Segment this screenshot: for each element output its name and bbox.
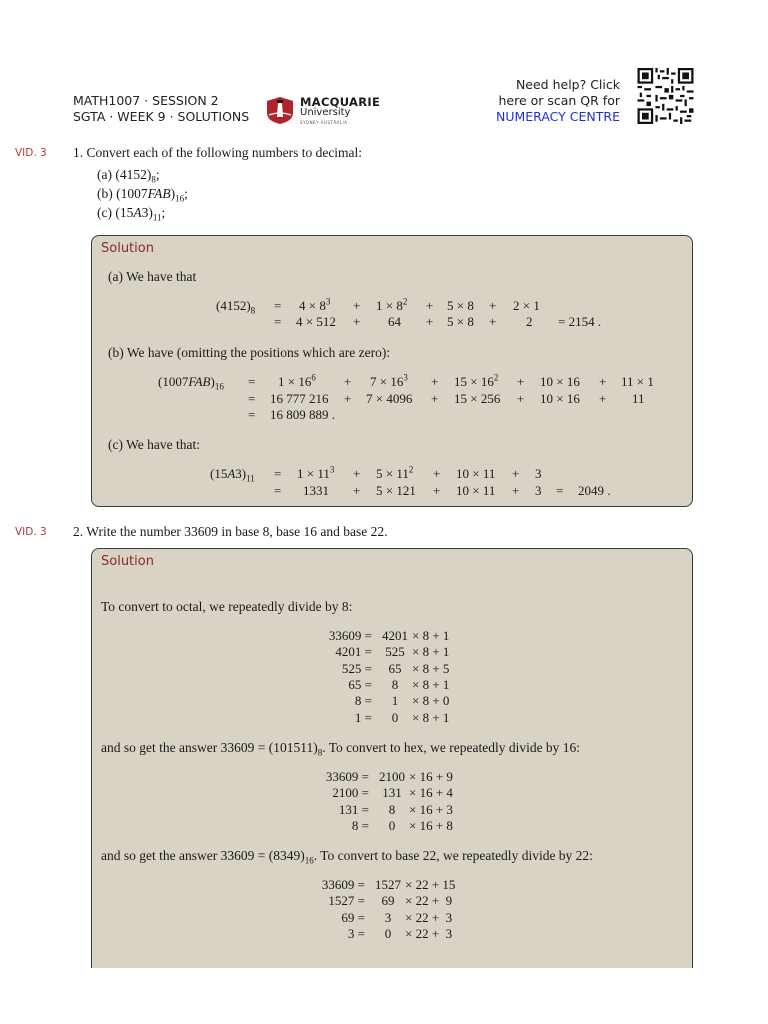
hex-row-quotient: 2100 <box>379 769 405 784</box>
q1-part-a: (a) $(4152)_8$; <box>97 167 160 185</box>
sol1-c-intro: (c) We have that: <box>108 437 200 452</box>
b22-row-lhs: 3 = <box>347 925 365 941</box>
university-logo <box>265 95 381 125</box>
course-title: MATH1007 · SESSION 2 <box>73 93 219 108</box>
b22-row-quotient: 0 <box>384 925 392 941</box>
hex-row-lhs: 8 = <box>351 817 369 833</box>
q1-part-c: (c) $(15A3)_{11}$; <box>97 205 166 223</box>
part-label: (c) <box>97 205 112 220</box>
octal-row-quotient: 4201 <box>382 628 408 643</box>
session-title: SGTA · WEEK 9 · SOLUTIONS <box>73 109 250 124</box>
octal-row-quotient: 8 <box>391 676 399 692</box>
hex-row-lhs: 131 = <box>338 801 369 817</box>
octal-row-quotient: 525 <box>385 644 405 660</box>
octal-row-remainder: × 8 + 1 <box>412 628 450 643</box>
hex-answer: and so get the answer $33609 = (8349)_{16}$. To convert to base 22, we repeatedly divide by 22: <box>101 848 593 866</box>
hex-row-quotient: 8 <box>388 801 396 817</box>
qr-code-icon[interactable] <box>636 68 695 124</box>
octal-row-quotient: 1 <box>391 693 399 709</box>
octal-row-remainder: × 8 + 1 <box>412 644 450 660</box>
video-tag[interactable]: VID. 3 <box>15 147 47 159</box>
hex-row-remainder: × 16 + 3 <box>409 801 453 817</box>
help-line-1[interactable]: Need help? Click <box>515 77 620 92</box>
logo-sub: University <box>300 107 351 118</box>
part-label: (b) <box>97 186 113 201</box>
octal-row-remainder: × 8 + 5 <box>412 660 450 676</box>
octal-row-lhs: 4201 = <box>335 644 372 660</box>
b22-row-quotient: 1527 <box>375 877 401 892</box>
eq-a-lhs: $(4152)_8$ <box>216 298 256 316</box>
course-header <box>73 93 249 125</box>
octal-row-lhs: 525 = <box>341 660 372 676</box>
eq-c-result: 2049 . <box>578 483 611 498</box>
octal-intro: To convert to octal, we repeatedly divide by 8: <box>101 599 353 614</box>
hex-row-remainder: × 16 + 4 <box>409 785 453 801</box>
octal-row-quotient: 0 <box>391 709 399 725</box>
part-label: (a) <box>97 167 112 182</box>
b22-row-lhs: 33609 = <box>321 877 365 892</box>
b22-row-quotient: 3 <box>384 909 392 925</box>
hex-row-quotient: 131 <box>382 785 402 801</box>
solution-title: Solution <box>101 554 154 569</box>
b22-row-remainder: × 22 + 3 <box>405 909 453 925</box>
question-1: 1. Convert each of the following numbers to decimal: <box>73 145 363 160</box>
help-block[interactable] <box>496 77 620 125</box>
octal-row-lhs: 33609 = <box>328 628 372 643</box>
octal-row-remainder: × 8 + 1 <box>412 709 450 725</box>
octal-row-lhs: 8 = <box>354 693 372 709</box>
video-tag[interactable]: VID. 3 <box>15 526 47 538</box>
b22-row-remainder: × 22 + 3 <box>405 925 453 941</box>
octal-answer: and so get the answer $33609 = (101511)_8$. To convert to hex, we repeatedly divide by 16: <box>101 740 581 758</box>
b22-row-remainder: × 22 + 15 <box>405 877 456 892</box>
b22-row-lhs: 69 = <box>341 909 365 925</box>
octal-row-remainder: × 8 + 0 <box>412 693 450 709</box>
b22-row-quotient: 69 <box>381 893 395 909</box>
eq-a-result: = 2154 . <box>558 314 602 329</box>
b22-row-lhs: 1527 = <box>328 893 365 909</box>
b22-row-remainder: × 22 + 9 <box>405 893 453 909</box>
hex-row-lhs: 2100 = <box>332 785 369 801</box>
hex-row-remainder: × 16 + 9 <box>409 769 453 784</box>
help-line-2[interactable]: here or scan QR for <box>498 93 620 108</box>
q1-part-b: (b) $(1007FAB)_{16}$; <box>97 186 188 204</box>
solution-box-2 <box>91 548 693 968</box>
hex-row-quotient: 0 <box>388 817 396 833</box>
numeracy-centre-link[interactable]: NUMERACY CENTRE <box>495 109 620 124</box>
logo-tag: SYDNEY·AUSTRALIA <box>300 120 348 125</box>
lighthouse-crest-icon <box>265 95 295 125</box>
hex-row-remainder: × 16 + 8 <box>409 817 453 833</box>
eq-c-lhs: $(15A3)_{11}$ <box>210 466 255 484</box>
solution-title: Solution <box>101 241 154 256</box>
hex-row-lhs: 33609 = <box>325 769 369 784</box>
sol1-a-intro: (a) We have that <box>108 269 197 284</box>
octal-row-quotient: 65 <box>388 660 402 676</box>
solution-box-1: Solution (a) We have that $(4152)_8$ = $4 \times 8^3$ + $1 \times 8^2$ + 5 × 8 + 2 × 1 = 4 × 512 + 64 + 5 × 8 + 2 = 2154 . (b) We have (omitting the positions which are zero): $(1007FAB)_{16}$ = $1 \times 16^6$ + $7 \times 16^3$ + $15 \times 16^2$ + 10 × 16 + 11 × 1 = 16 777 216 + 7 × 4096 + 15 × 256 + 10 × 16 + 11 = 16 809 889 . (c) We have that: $(15A3)_{11}$ = $1 \times 11^3$ + $5 \times 11^2$ + 10 × 11 + 3 = 1331 + 5 × 121 + 10 × 11 + 3 = 2049 . <box>91 235 693 507</box>
sol1-b-intro: (b) We have (omitting the positions which are zero): <box>108 345 391 360</box>
question-2: 2. Write the number 33609 in base 8, base 16 and base 22. <box>73 524 388 539</box>
eq-b-result: 16 809 889 . <box>270 407 335 422</box>
logo-name: MACQUARIE <box>300 95 381 109</box>
octal-row-lhs: 65 = <box>348 676 372 692</box>
octal-row-remainder: × 8 + 1 <box>412 676 450 692</box>
octal-row-lhs: 1 = <box>354 709 372 725</box>
eq-b-lhs: $(1007FAB)_{16}$ <box>158 374 224 392</box>
